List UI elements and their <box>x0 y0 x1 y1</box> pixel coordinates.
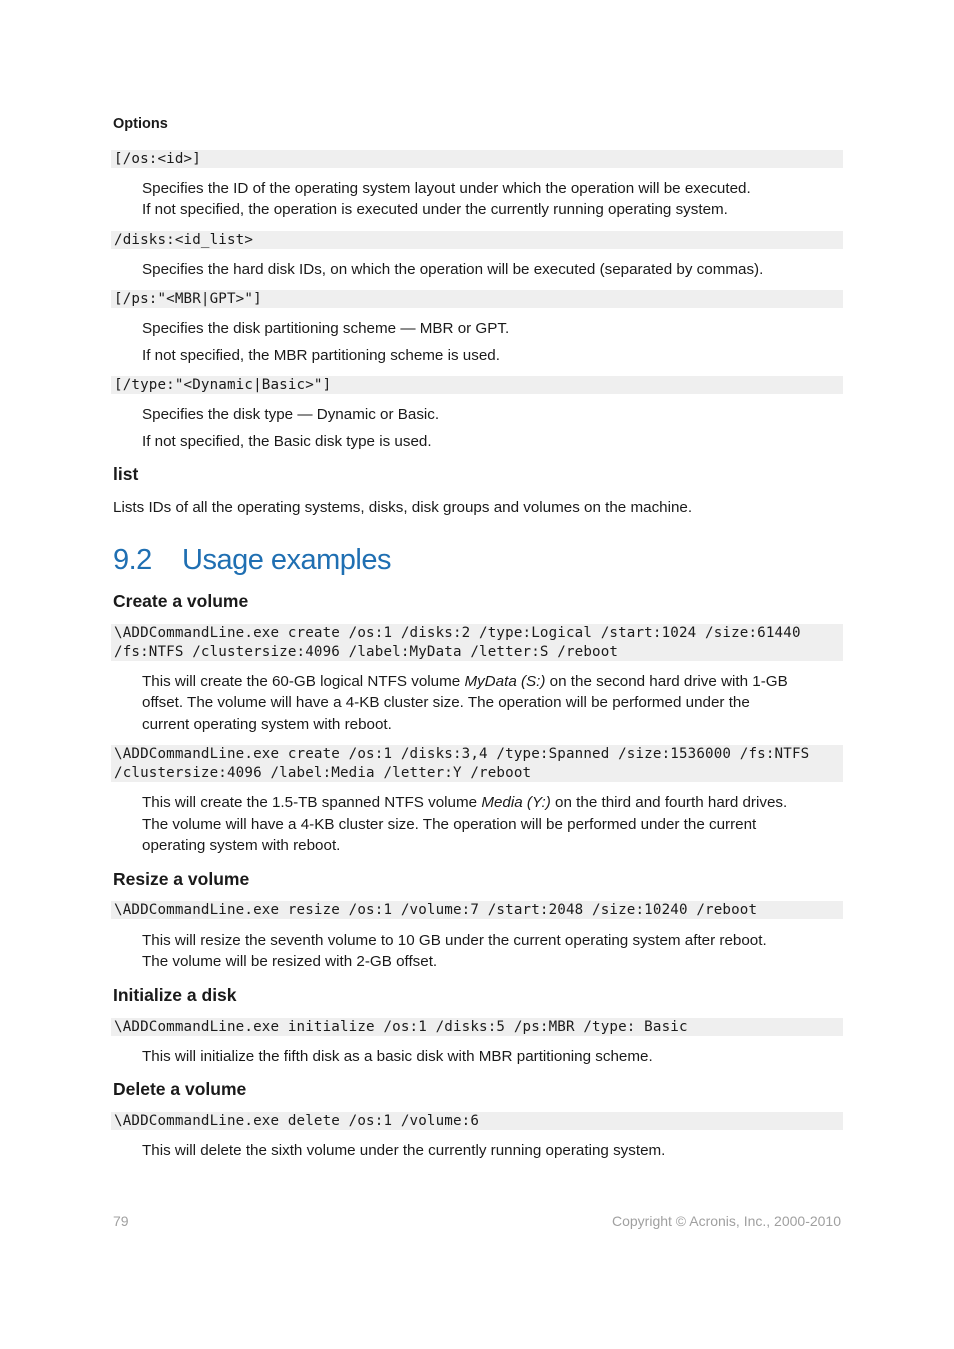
page-number: 79 <box>113 1213 129 1229</box>
code-option-disks: /disks:<id_list> <box>111 231 843 249</box>
create-1-desc-pre: This will create the 60-GB logical NTFS volume <box>142 673 465 690</box>
section-title <box>113 544 391 577</box>
create-2-desc-post: on the third and fourth hard drives. <box>550 794 788 811</box>
code-resize: \ADDCommandLine.exe resize /os:1 /volume:7 /start:2048 /size:10240 /reboot <box>111 901 843 919</box>
create-2-desc-1 <box>142 792 842 814</box>
create-2-desc-3: operating system with reboot. <box>142 837 341 854</box>
create-2-desc-volume: Media (Y:) <box>481 794 551 811</box>
create-volume-heading: Create a volume <box>113 591 249 611</box>
code-create-2-line1: \ADDCommandLine.exe create /os:1 /disks:3,4 /type:Spanned /size:1536000 /fs:NTFS <box>114 746 810 762</box>
code-option-os: [/os:<id>] <box>111 150 843 168</box>
section-title-text: Usage examples <box>182 544 391 576</box>
create-1-desc-3: current operating system with reboot. <box>142 716 392 733</box>
list-desc: Lists IDs of all the operating systems, disks, disk groups and volumes on the machine. <box>113 499 693 516</box>
section-number: 9.2 <box>113 544 152 576</box>
code-create-1-line1: \ADDCommandLine.exe create /os:1 /disks:2 /type:Logical /start:1024 /size:61440 <box>114 625 801 641</box>
options-heading: Options <box>113 116 168 132</box>
option-type-desc-1: Specifies the disk type — Dynamic or Basic. <box>142 406 440 423</box>
option-os-desc-1: Specifies the ID of the operating system layout under which the operation will be executed. <box>142 180 751 197</box>
create-2-desc-2: The volume will have a 4-KB cluster size. The operation will be performed under the current <box>142 816 757 833</box>
resize-desc-1: This will resize the seventh volume to 10 GB under the current operating system after reboot. <box>142 932 767 949</box>
code-option-ps: [/ps:"<MBR|GPT>"] <box>111 290 843 308</box>
option-os-desc-2: If not specified, the operation is executed under the currently running operating system. <box>142 201 728 218</box>
initialize-disk-heading: Initialize a disk <box>113 985 237 1005</box>
code-initialize: \ADDCommandLine.exe initialize /os:1 /disks:5 /ps:MBR /type: Basic <box>111 1018 843 1036</box>
resize-volume-heading: Resize a volume <box>113 869 250 889</box>
delete-volume-heading: Delete a volume <box>113 1079 247 1099</box>
code-create-1-line2: /fs:NTFS /clustersize:4096 /label:MyData /letter:S /reboot <box>114 644 619 660</box>
create-2-desc-pre: This will create the 1.5-TB spanned NTFS volume <box>142 794 482 811</box>
list-heading: list <box>113 464 139 484</box>
code-delete: \ADDCommandLine.exe delete /os:1 /volume:6 <box>111 1112 843 1130</box>
create-1-desc-1 <box>142 671 842 693</box>
resize-desc-2: The volume will be resized with 2-GB offset. <box>142 953 438 970</box>
code-option-type: [/type:"<Dynamic|Basic>"] <box>111 376 843 394</box>
copyright: Copyright © Acronis, Inc., 2000-2010 <box>612 1213 841 1229</box>
code-create-2 <box>111 745 843 782</box>
delete-desc: This will delete the sixth volume under the currently running operating system. <box>142 1142 666 1159</box>
create-1-desc-post: on the second hard drive with 1-GB <box>545 673 788 690</box>
code-create-1 <box>111 624 843 661</box>
option-ps-desc-2: If not specified, the MBR partitioning scheme is used. <box>142 347 500 364</box>
option-type-desc-2: If not specified, the Basic disk type is used. <box>142 433 432 450</box>
create-1-desc-2: offset. The volume will have a 4-KB cluster size. The operation will be performed under the <box>142 694 750 711</box>
create-1-desc-volume: MyData (S:) <box>464 673 546 690</box>
code-create-2-line2: /clustersize:4096 /label:Media /letter:Y /reboot <box>114 765 532 781</box>
option-disks-desc: Specifies the hard disk IDs, on which the operation will be executed (separated by commas). <box>142 261 764 278</box>
option-ps-desc-1: Specifies the disk partitioning scheme — MBR or GPT. <box>142 320 510 337</box>
initialize-desc: This will initialize the fifth disk as a basic disk with MBR partitioning scheme. <box>142 1048 653 1065</box>
